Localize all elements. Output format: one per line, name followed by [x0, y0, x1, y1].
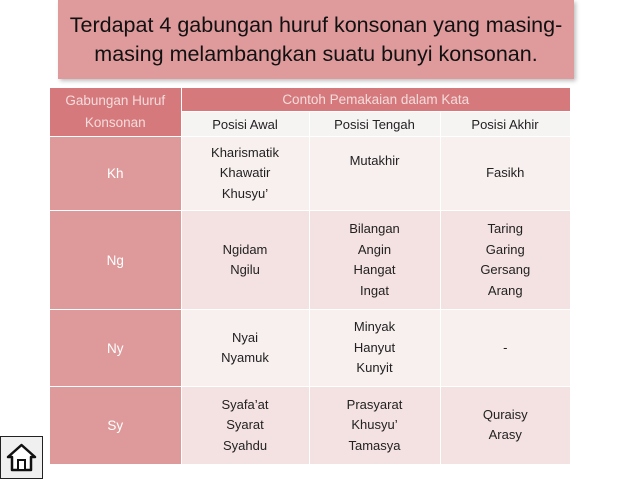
subheader-tengah: Posisi Tengah: [309, 112, 440, 137]
cell-akhir: Quraisy Arasy: [440, 387, 570, 464]
cell-akhir: Taring Garing Gersang Arang: [440, 211, 570, 310]
row-label: Ny: [50, 310, 181, 387]
header-example: Contoh Pemakaian dalam Kata: [181, 88, 570, 112]
slide-title: Terdapat 4 gabungan huruf konsonan yang masing- masing melambangkan suatu bunyi konsonan.: [58, 0, 574, 79]
header-group: Gabungan Huruf Konsonan: [50, 88, 181, 137]
cell-awal: Syafa’at Syarat Syahdu: [181, 387, 309, 464]
cell-akhir: -: [440, 310, 570, 387]
home-button[interactable]: [0, 436, 43, 479]
cell-akhir: Fasikh: [440, 137, 570, 211]
cell-tengah: Mutakhir: [309, 137, 440, 211]
home-icon: [5, 441, 38, 474]
table-row: [50, 310, 570, 387]
consonant-table: [50, 88, 571, 464]
table-row: [50, 137, 570, 211]
cell-tengah: Minyak Hanyut Kunyit: [309, 310, 440, 387]
row-label: Ng: [50, 211, 181, 310]
subheader-awal: Posisi Awal: [181, 112, 309, 137]
cell-awal: Nyai Nyamuk: [181, 310, 309, 387]
cell-awal: Ngidam Ngilu: [181, 211, 309, 310]
subheader-akhir: Posisi Akhir: [440, 112, 570, 137]
table-row: [50, 211, 570, 310]
cell-awal: Kharismatik Khawatir Khusyu’: [181, 137, 309, 211]
table-row: [50, 387, 570, 464]
cell-tengah: Prasyarat Khusyu’ Tamasya: [309, 387, 440, 464]
row-label: Sy: [50, 387, 181, 464]
row-label: Kh: [50, 137, 181, 211]
cell-tengah: Bilangan Angin Hangat Ingat: [309, 211, 440, 310]
